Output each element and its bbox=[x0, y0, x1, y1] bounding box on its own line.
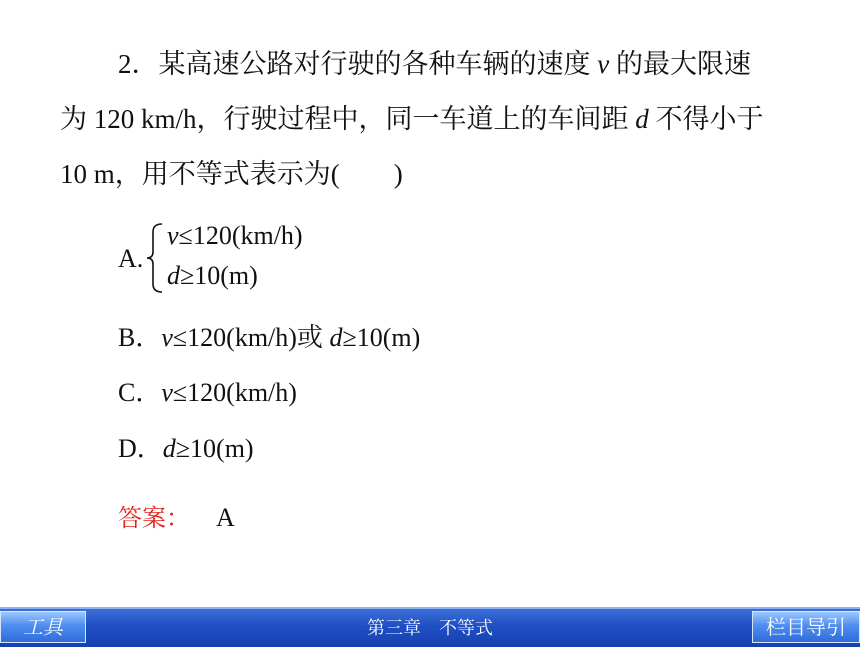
question-line-3: 10 m，用不等式表示为( ) bbox=[60, 159, 403, 189]
question-text: 2．某高速公路对行驶的各种车辆的速度 bbox=[118, 49, 598, 79]
variable-d: d bbox=[329, 323, 343, 352]
answer-value: A bbox=[216, 503, 235, 532]
option-c-label: C． bbox=[118, 378, 162, 407]
variable-v: v bbox=[161, 378, 173, 407]
option-c bbox=[118, 377, 297, 409]
inequality-text: ≥10(m) bbox=[175, 434, 254, 463]
variable-v: v bbox=[161, 323, 173, 352]
answer-label: 答案： bbox=[118, 504, 190, 532]
chapter-title: 第三章 不等式 bbox=[367, 618, 493, 639]
option-d-label: D． bbox=[118, 434, 163, 463]
option-a-row-2 bbox=[167, 260, 258, 292]
variable-v: v bbox=[597, 49, 610, 79]
question-text: 的最大限速 bbox=[609, 49, 751, 79]
question-line-1 bbox=[118, 48, 751, 80]
question-text: 为 120 km/h，行驶过程中，同一车道上的车间距 bbox=[60, 104, 636, 134]
inequality-text: ≤120(km/h)或 bbox=[172, 323, 330, 352]
option-b-label: B． bbox=[118, 323, 162, 352]
option-b bbox=[118, 322, 420, 354]
tools-button[interactable]: 工具 bbox=[0, 611, 86, 643]
variable-d: d bbox=[167, 261, 180, 290]
option-a-label: A. bbox=[118, 244, 144, 273]
variable-v: v bbox=[167, 221, 179, 250]
left-brace-icon bbox=[144, 222, 166, 294]
inequality-text: ≤120(km/h) bbox=[172, 378, 297, 407]
answer-line bbox=[118, 502, 235, 534]
question-text: 不得小于 bbox=[648, 104, 764, 134]
variable-d: d bbox=[162, 434, 176, 463]
inequality-text: ≤120(km/h) bbox=[178, 221, 303, 250]
option-a-row-1 bbox=[167, 220, 303, 252]
footer-bar bbox=[0, 607, 860, 647]
question-line-2 bbox=[60, 103, 764, 135]
inequality-text: ≥10(m) bbox=[180, 261, 258, 290]
variable-d: d bbox=[635, 104, 649, 134]
option-d bbox=[118, 433, 254, 465]
option-a bbox=[118, 220, 418, 296]
section-nav-button[interactable]: 栏目导引 bbox=[752, 611, 860, 643]
inequality-text: ≥10(m) bbox=[342, 323, 421, 352]
